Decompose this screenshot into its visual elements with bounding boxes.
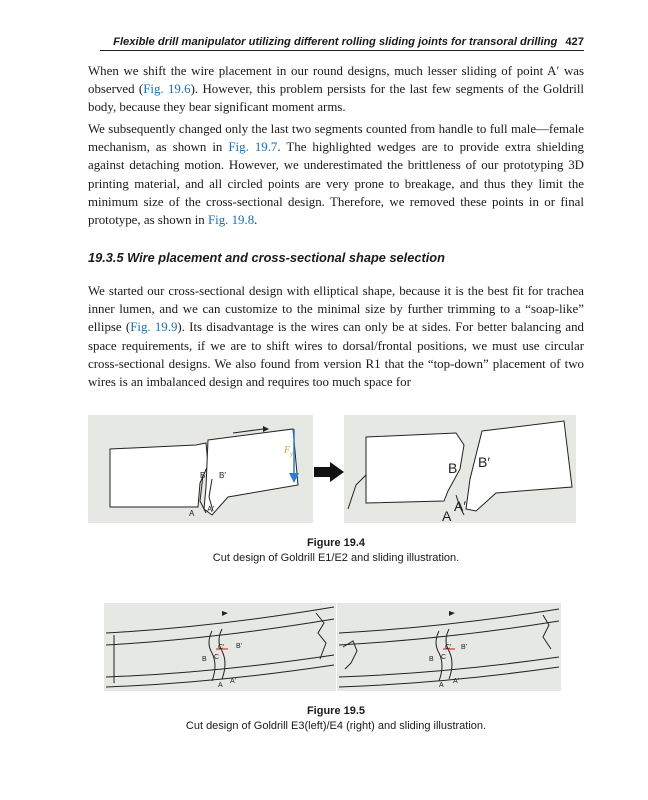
label-B: B <box>429 656 434 663</box>
figure-19-5-left-drawing <box>104 603 336 691</box>
fig-ref-19-7[interactable]: Fig. 19.7 <box>228 140 278 155</box>
label-A: A <box>439 682 444 689</box>
section-heading: 19.3.5 Wire placement and cross-sectional shape selection <box>88 250 445 265</box>
label-B-prime: B′ <box>461 644 467 651</box>
label-A: A <box>189 509 195 518</box>
figure-19-4-right-drawing <box>344 415 576 523</box>
fig-ref-19-8[interactable]: Fig. 19.8 <box>207 213 255 228</box>
paragraph-2 <box>88 120 584 229</box>
label-B: B <box>202 656 207 663</box>
figure-19-4-label: Figure 19.4 <box>306 537 366 549</box>
figure-19-4-caption <box>88 536 584 566</box>
figure-19-5-right-image <box>337 603 561 691</box>
label-A-prime: A′ <box>207 505 214 514</box>
label-C: C <box>441 654 447 661</box>
p3-text-2: ). Its disadvantage is the wires can only be at sides. For better balancing and space requirements, if we are to shift wires to dorsal/frontal positions, we must use circular cross-sectional designs. We also found from version R1 that the “top-down” placement of two wires is an imbalanced design and requires too much space for <box>88 320 584 390</box>
label-A-prime: A′ <box>453 678 459 685</box>
p1-text-2: ). However, this problem persists for the last few segments of the Goldrill body, because they bear significant moment arms. <box>88 82 584 115</box>
figure-19-5-caption-text: Cut design of Goldrill E3(left)/E4 (right) and sliding illustration. <box>185 720 487 732</box>
running-header <box>100 30 584 51</box>
label-B-prime: B′ <box>478 454 490 470</box>
label-A-prime: A′ <box>454 498 466 514</box>
figure-19-4-left-image <box>88 415 313 523</box>
p2-text-2: . The highlighted wedges are to provide extra shielding against detaching motion. However, we underestimated the brittleness of our prototyping 3D printing material, and all circled points are very prone to breakage, and thus they limit the minimum size of the cross-sectional design. Therefore, we removed these points in or final prototype, as shown in <box>88 140 584 228</box>
paragraph-1 <box>88 62 584 117</box>
label-C-prime: C′ <box>445 644 452 651</box>
running-title: Flexible drill manipulator utilizing different rolling sliding joints for transoral drilling <box>113 36 558 48</box>
figure-19-5-right-drawing <box>337 603 561 691</box>
label-C: C <box>214 654 220 661</box>
label-A: A <box>218 682 223 689</box>
page-number: 427 <box>565 36 584 48</box>
figure-19-5-caption <box>88 704 584 734</box>
p2-text-3: . <box>254 213 258 228</box>
label-A: A <box>442 508 452 523</box>
force-subscript: y <box>290 450 294 458</box>
label-C-prime: C′ <box>218 644 225 651</box>
label-B-prime: B′ <box>236 643 242 650</box>
figure-19-4-caption-text: Cut design of Goldrill E1/E2 and sliding illustration. <box>212 552 460 564</box>
p1-text-1: When we shift the wire placement in our round designs, much lesser sliding of point A′ was observed ( <box>88 64 584 97</box>
figure-19-4-right-image <box>344 415 576 523</box>
figure-19-5-left-image <box>104 603 336 691</box>
label-A-prime: A′ <box>230 678 236 685</box>
fig-ref-19-6[interactable]: Fig. 19.6 <box>143 82 191 97</box>
label-B: B <box>200 471 206 480</box>
p2-text-1: We subsequently changed only the last two segments counted from handle to full male—female mechanism, as shown in <box>88 122 584 155</box>
figure-19-4-left-drawing <box>88 415 313 523</box>
arrow-right-icon <box>314 462 344 487</box>
figure-19-5-label: Figure 19.5 <box>306 705 366 717</box>
label-B-prime: B′ <box>219 471 226 480</box>
p3-text-1: We started our cross-sectional design with elliptical shape, because it is the best fit for trachea inner lumen, and we can customize to the minimal size by further trimming to a “soap-like” ellipse ( <box>88 284 584 335</box>
force-label: F <box>284 445 291 456</box>
fig-ref-19-9[interactable]: Fig. 19.9 <box>130 320 178 335</box>
paragraph-3 <box>88 282 584 391</box>
label-B: B <box>448 460 458 476</box>
